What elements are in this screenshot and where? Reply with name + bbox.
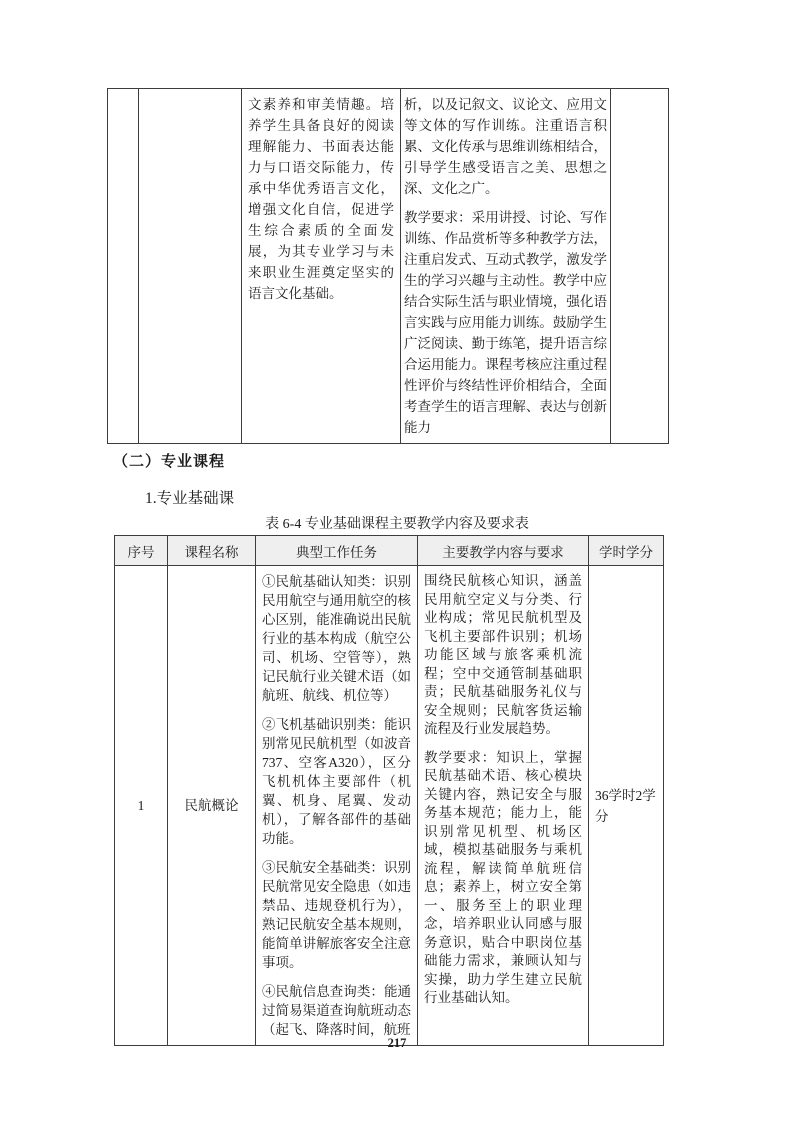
cell-credit-empty (611, 89, 669, 444)
section-heading: （二）专业课程 (113, 454, 226, 470)
page-number: 217 (387, 1036, 407, 1050)
cell-content-continued (401, 89, 611, 444)
cell-credit: 36学时2学分 (589, 566, 664, 1046)
subsection-heading: 1.专业基础课 (145, 490, 235, 507)
paragraph: 析，以及记叙文、议论文、应用文等文体的写作训练。注重语言积累、文化传承与思维训练相结合，引导学生感受语言之美、思想之深、文化之广。 (404, 97, 607, 196)
task-item: ④民航信息查询类：能通过简易渠道查询航班动态（起飞、降落时间，航班 (262, 984, 411, 1037)
content-paragraph: 教学要求：知识上，掌握民航基础术语、核心模块关键内容，熟记安全与服务基本规范；能力上，能识别常见机型、机场区域，模拟基础服务与乘机流程，解读简单航班信息；素养上，树立安全第一、服务至上的职业理念，培养职业认同感与服务意识，贴合中职岗位基础能力需求，兼顾认知与实操，助力学生建立民航行业基础认知。 (424, 749, 582, 1005)
course-table (114, 535, 664, 1046)
continuation-table (107, 88, 669, 444)
paragraph: 教学要求：采用讲授、讨论、写作训练、作品赏析等多种教学方法，注重启发式、互动式教学，激发学生的学习兴趣与主动性。教学中应结合实际生活与职业情境，强化语言实践与应用能力训练。鼓励学生广泛阅读、勤于练笔，提升语言综合运用能力。课程考核应注重过程性评价与终结性评价相结合，全面考查学生的语言理解、表达与创新能力 (404, 210, 607, 435)
header-course-name: 课程名称 (168, 536, 256, 566)
cell-index-empty (108, 89, 139, 444)
table-row (115, 566, 664, 1046)
cell-course-empty (139, 89, 242, 444)
task-item: ①民航基础认知类：识别民用航空与通用航空的核心区别，能准确说出民航行业的基本构成（航空公司、机场、空管等），熟记民航行业关键术语（如航班、航线、机位等） (262, 574, 411, 703)
header-tasks: 典型工作任务 (256, 536, 418, 566)
cell-tasks (256, 566, 418, 1046)
cell-tasks-continued (242, 89, 401, 444)
header-index: 序号 (115, 536, 168, 566)
table-caption: 表 6-4 专业基础课程主要教学内容及要求表 (265, 517, 529, 532)
cell-course-name: 民航概论 (168, 566, 256, 1046)
table-header-row (115, 536, 664, 566)
table-row (108, 89, 669, 444)
task-item: ②飞机基础识别类：能识别常见民航机型（如波音737、空客A320），区分飞机机体主要部件（机翼、机身、尾翼、发动机），了解各部件的基础功能。 (262, 717, 411, 846)
cell-content (418, 566, 589, 1046)
task-item: ③民航安全基础类：识别民航常见安全隐患（如违禁品、违规登机行为），熟记民航安全基本规则，能简单讲解旅客安全注意事项。 (262, 860, 411, 970)
header-content: 主要教学内容与要求 (418, 536, 589, 566)
header-credit: 学时学分 (589, 536, 664, 566)
cell-index: 1 (115, 566, 168, 1046)
paragraph: 文素养和审美情趣。培养学生具备良好的阅读理解能力、书面表达能力与口语交际能力，传承中华优秀语言文化，增强文化自信，促进学生综合素质的全面发展，为其专业学习与未来职业生涯奠定坚实的语言文化基础。 (248, 97, 394, 301)
content-paragraph: 围绕民航核心知识，涵盖民用航空定义与分类、行业构成；常见民航机型及飞机主要部件识别；机场功能区域与旅客乘机流程；空中交通管制基础职责；民航基础服务礼仪与安全规则；民航客货运输流程及行业发展趋势。 (424, 573, 582, 736)
